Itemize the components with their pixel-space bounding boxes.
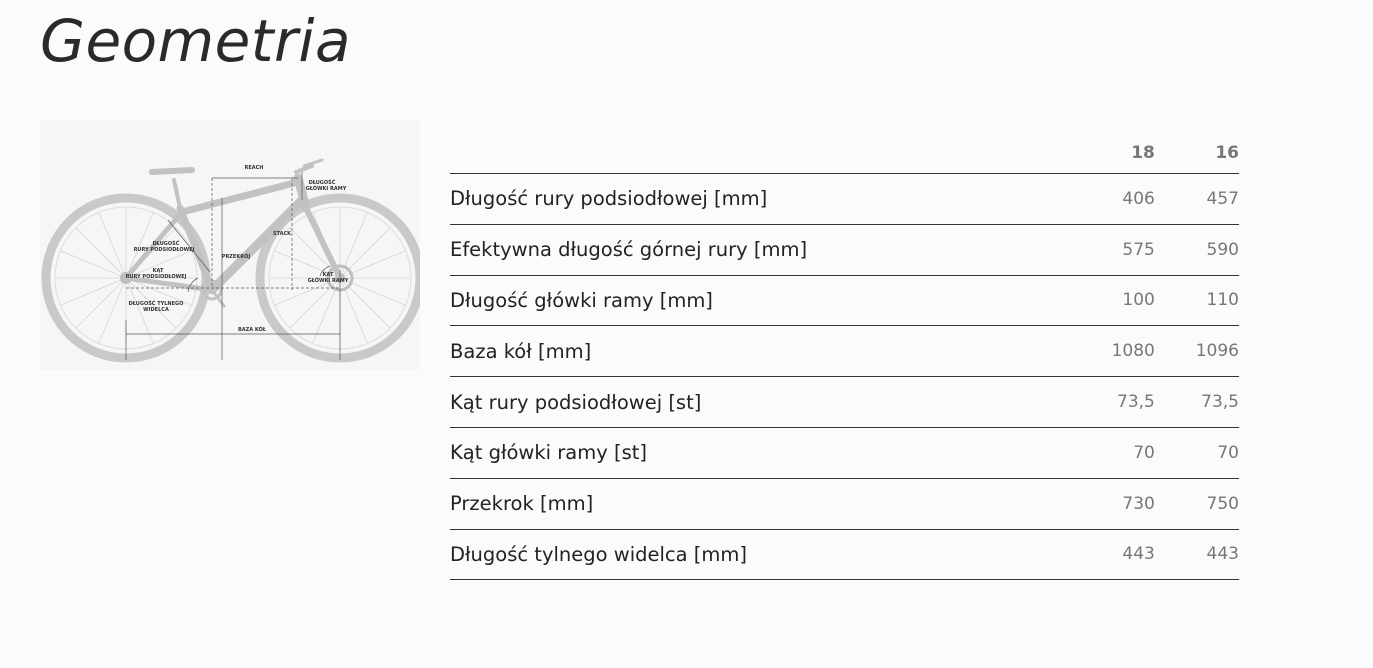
table-row [450,224,1239,275]
label-wheelbase: BAZA KÓŁ [237,327,267,333]
label-head-angle-1: KĄT [322,272,334,278]
table-row [450,326,1239,377]
row-value: 590 [1155,224,1239,275]
table-header-row [450,132,1239,174]
header-size: 16 [1155,132,1239,174]
table-row [450,427,1239,478]
row-value: 70 [1155,427,1239,478]
row-value: 1096 [1155,326,1239,377]
row-label: Kąt główki ramy [st] [450,427,1071,478]
label-chainstay-1: DŁUGOŚĆ TYLNEGO [128,301,184,307]
row-label: Długość tylnego widelca [mm] [450,529,1071,580]
row-label: Przekrok [mm] [450,478,1071,529]
label-seat-tube-1: DŁUGOŚĆ [152,241,180,247]
table-row [450,275,1239,326]
row-label: Długość główki ramy [mm] [450,275,1071,326]
row-value: 73,5 [1155,377,1239,428]
row-label: Kąt rury podsiodłowej [st] [450,377,1071,428]
label-standover: PRZEKRÓJ [221,254,251,260]
table-row [450,377,1239,428]
table-row [450,529,1239,580]
label-chainstay-2: WIDELCA [143,307,169,313]
row-value: 406 [1071,174,1155,225]
geometry-table [450,132,1239,580]
label-head-tube-2: GŁÓWKI RAMY [305,186,347,192]
label-seat-tube-2: RURY PODSIODŁOWEJ [133,247,195,253]
row-value: 730 [1071,478,1155,529]
label-stack: STACK [272,231,292,237]
diagram-labels [126,165,349,333]
table-row [450,478,1239,529]
row-value: 443 [1155,529,1239,580]
row-value: 457 [1155,174,1239,225]
row-value: 70 [1071,427,1155,478]
row-label: Efektywna długość górnej rury [mm] [450,224,1071,275]
row-value: 443 [1071,529,1155,580]
row-value: 1080 [1071,326,1155,377]
header-size: 18 [1071,132,1155,174]
label-reach: REACH [244,165,264,171]
row-value: 575 [1071,224,1155,275]
label-seat-angle-2: RURY PODSIODŁOWEJ [125,274,187,280]
label-head-tube-1: DŁUGOŚĆ [308,180,336,186]
page-title: Geometria [40,7,352,75]
row-value: 110 [1155,275,1239,326]
row-label: Baza kół [mm] [450,326,1071,377]
table-row [450,174,1239,225]
bike-geometry-diagram [40,120,420,370]
row-value: 100 [1071,275,1155,326]
row-value: 750 [1155,478,1239,529]
bike-illustration [40,120,420,370]
row-label: Długość rury podsiodłowej [mm] [450,174,1071,225]
row-value: 73,5 [1071,377,1155,428]
label-head-angle-2: GŁÓWKI RAMY [307,278,349,284]
header-empty [450,132,1071,174]
label-seat-angle-1: KĄT [152,268,164,274]
